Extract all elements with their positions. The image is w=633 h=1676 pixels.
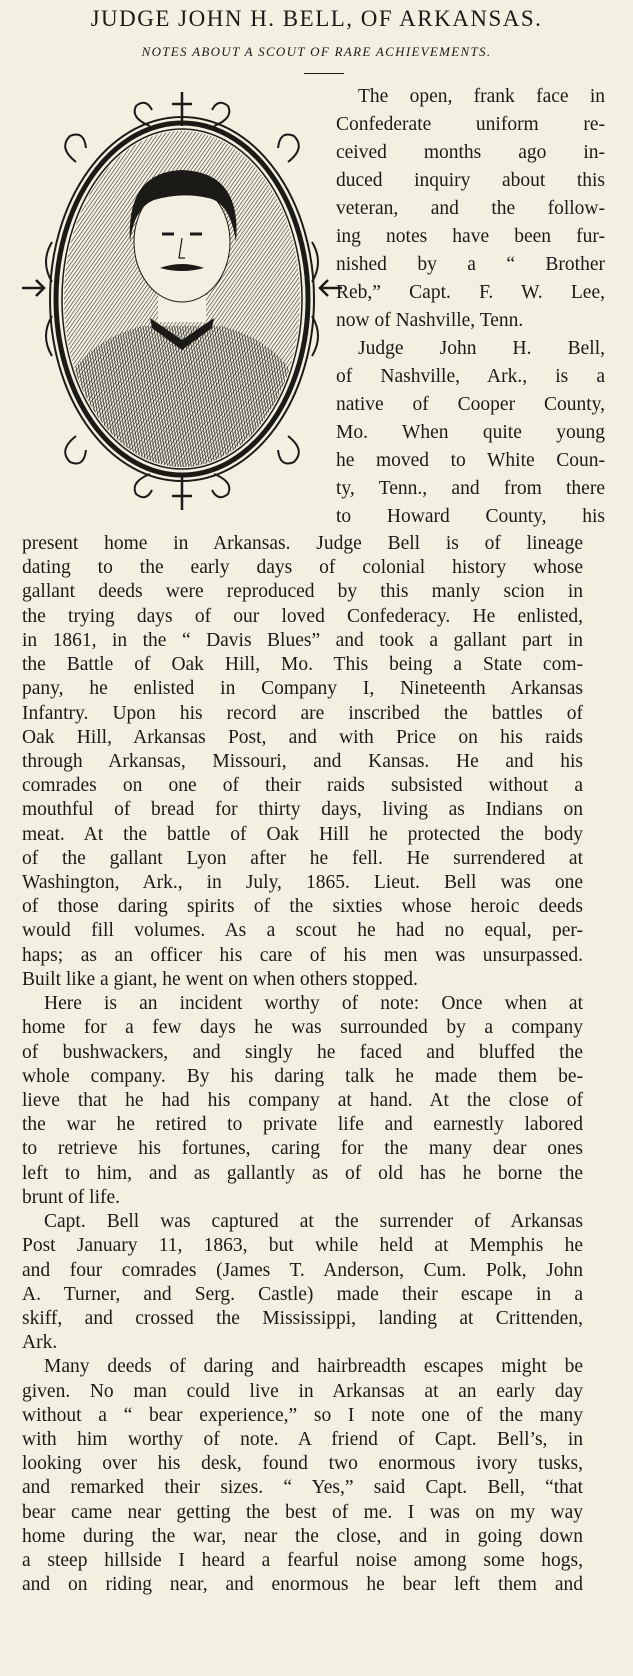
text-line: dating to the early days of colonial history whose: [22, 557, 583, 579]
text-line: pany, he enlisted in Company I, Nineteenth Arkansas: [22, 678, 583, 700]
text-line: he moved to White Coun-: [336, 450, 605, 471]
text-line: Many deeds of daring and hairbreadth escapes might be: [44, 1356, 583, 1378]
text-line: Infantry. Upon his record are inscribed the battles of: [22, 702, 583, 724]
text-line: Post January 11, 1863, but while held at Memphis he: [22, 1235, 583, 1257]
text-line: Oak Hill, Arkansas Post, and with Price on his raids: [22, 726, 583, 748]
text-line: would fill volumes. As a scout he had no equal, per-: [22, 920, 583, 942]
title-rule: [304, 73, 344, 74]
text-line: home for a few days he was surrounded by a company: [22, 1017, 583, 1039]
article-subtitle: NOTES ABOUT A SCOUT OF RARE ACHIEVEMENTS.: [141, 44, 492, 59]
text-line: to Howard County, his: [336, 506, 605, 527]
text-line: of bushwackers, and singly he faced and bluffed the: [22, 1041, 583, 1063]
text-line: looking over his desk, found two enormous ivory tusks,: [22, 1453, 583, 1475]
text-line: with him worthy of note. A friend of Capt. Bell’s, in: [22, 1429, 583, 1451]
text-line: Confederate uniform re-: [336, 114, 605, 135]
text-line: Built like a giant, he went on when others stopped.: [22, 968, 418, 990]
text-line: skiff, and crossed the Mississippi, landing at Crittenden,: [22, 1307, 583, 1329]
text-line: a steep hillside I heard a fearful noise among some hogs,: [22, 1550, 583, 1572]
text-line: mouthful of bread for thirty days, living as Indians on: [22, 799, 583, 821]
text-line: Judge John H. Bell,: [358, 338, 605, 359]
text-line: bear came near getting the best of me. I was on my way: [22, 1501, 583, 1523]
text-line: ty, Tenn., and from there: [336, 478, 605, 499]
text-line: the Battle of Oak Hill, Mo. This being a State com-: [22, 654, 583, 676]
text-line: and four comrades (James T. Anderson, Cum. Polk, John: [22, 1259, 583, 1281]
text-line: Reb,” Capt. F. W. Lee,: [336, 282, 605, 303]
text-line: Mo. When quite young: [336, 422, 605, 443]
text-line: The open, frank face in: [358, 86, 605, 107]
text-line: ceived months ago in-: [336, 142, 605, 163]
text-line: the war he retired to private life and earnestly labored: [22, 1114, 583, 1136]
text-line: of the gallant Lyon after he fell. He surrendered at: [22, 847, 583, 869]
text-line: nished by a “ Brother: [336, 254, 605, 275]
text-line: of Nashville, Ark., is a: [336, 366, 605, 387]
text-line: Here is an incident worthy of note: Once when at: [44, 993, 583, 1015]
text-line: duced inquiry about this: [336, 170, 605, 191]
text-line: the trying days of our loved Confederacy. He enlisted,: [22, 605, 583, 627]
text-line: in 1861, in the “ Davis Blues” and took a gallant part in: [22, 629, 583, 651]
text-line: veteran, and the follow-: [336, 198, 605, 219]
text-line: haps; as an officer his care of his men was unsurpassed.: [22, 944, 583, 966]
text-line: whole company. By his daring talk he made them be-: [22, 1065, 583, 1087]
text-line: present home in Arkansas. Judge Bell is of lineage: [22, 533, 583, 554]
text-line: native of Cooper County,: [336, 394, 605, 415]
text-line: Washington, Ark., in July, 1865. Lieut. Bell was one: [22, 872, 583, 894]
text-line: now of Nashville, Tenn.: [336, 310, 524, 331]
text-line: to retrieve his fortunes, caring for the many dear ones: [22, 1138, 583, 1160]
text-line: and on riding near, and enormous he bear left them and: [22, 1574, 583, 1596]
text-line: lieve that he had his company at hand. At the close of: [22, 1090, 583, 1111]
text-line: given. No man could live in Arkansas at an early day: [22, 1380, 583, 1402]
text-line: gallant deeds were reproduced by this manly scion in: [22, 581, 583, 603]
text-line: and remarked their sizes. “ Yes,” said Capt. Bell, “that: [22, 1477, 583, 1499]
text-line: meat. At the battle of Oak Hill he protected the body: [22, 823, 583, 845]
text-line: ing notes have been fur-: [336, 226, 605, 247]
text-line: A. Turner, and Serg. Castle) made their escape in a: [22, 1283, 583, 1305]
text-line: comrades on one of their raids subsisted without a: [22, 775, 583, 797]
text-line: without a “ bear experience,” so I note one of the many: [22, 1404, 583, 1426]
text-line: Ark.: [22, 1332, 58, 1354]
text-line: home during the war, near the close, and in going down: [22, 1525, 583, 1547]
text-line: Capt. Bell was captured at the surrender of Arkansas: [44, 1211, 583, 1233]
text-line: of those daring spirits of the sixties whose heroic deeds: [22, 896, 583, 918]
article-title: JUDGE JOHN H. BELL, OF ARKANSAS.: [90, 6, 543, 31]
portrait-engraving-icon: [22, 92, 342, 510]
text-line: left to him, and as gallantly as of old has he borne the: [22, 1162, 583, 1184]
text-line: through Arkansas, Missouri, and Kansas. He and his: [22, 750, 583, 772]
text-line: brunt of life.: [22, 1186, 121, 1208]
